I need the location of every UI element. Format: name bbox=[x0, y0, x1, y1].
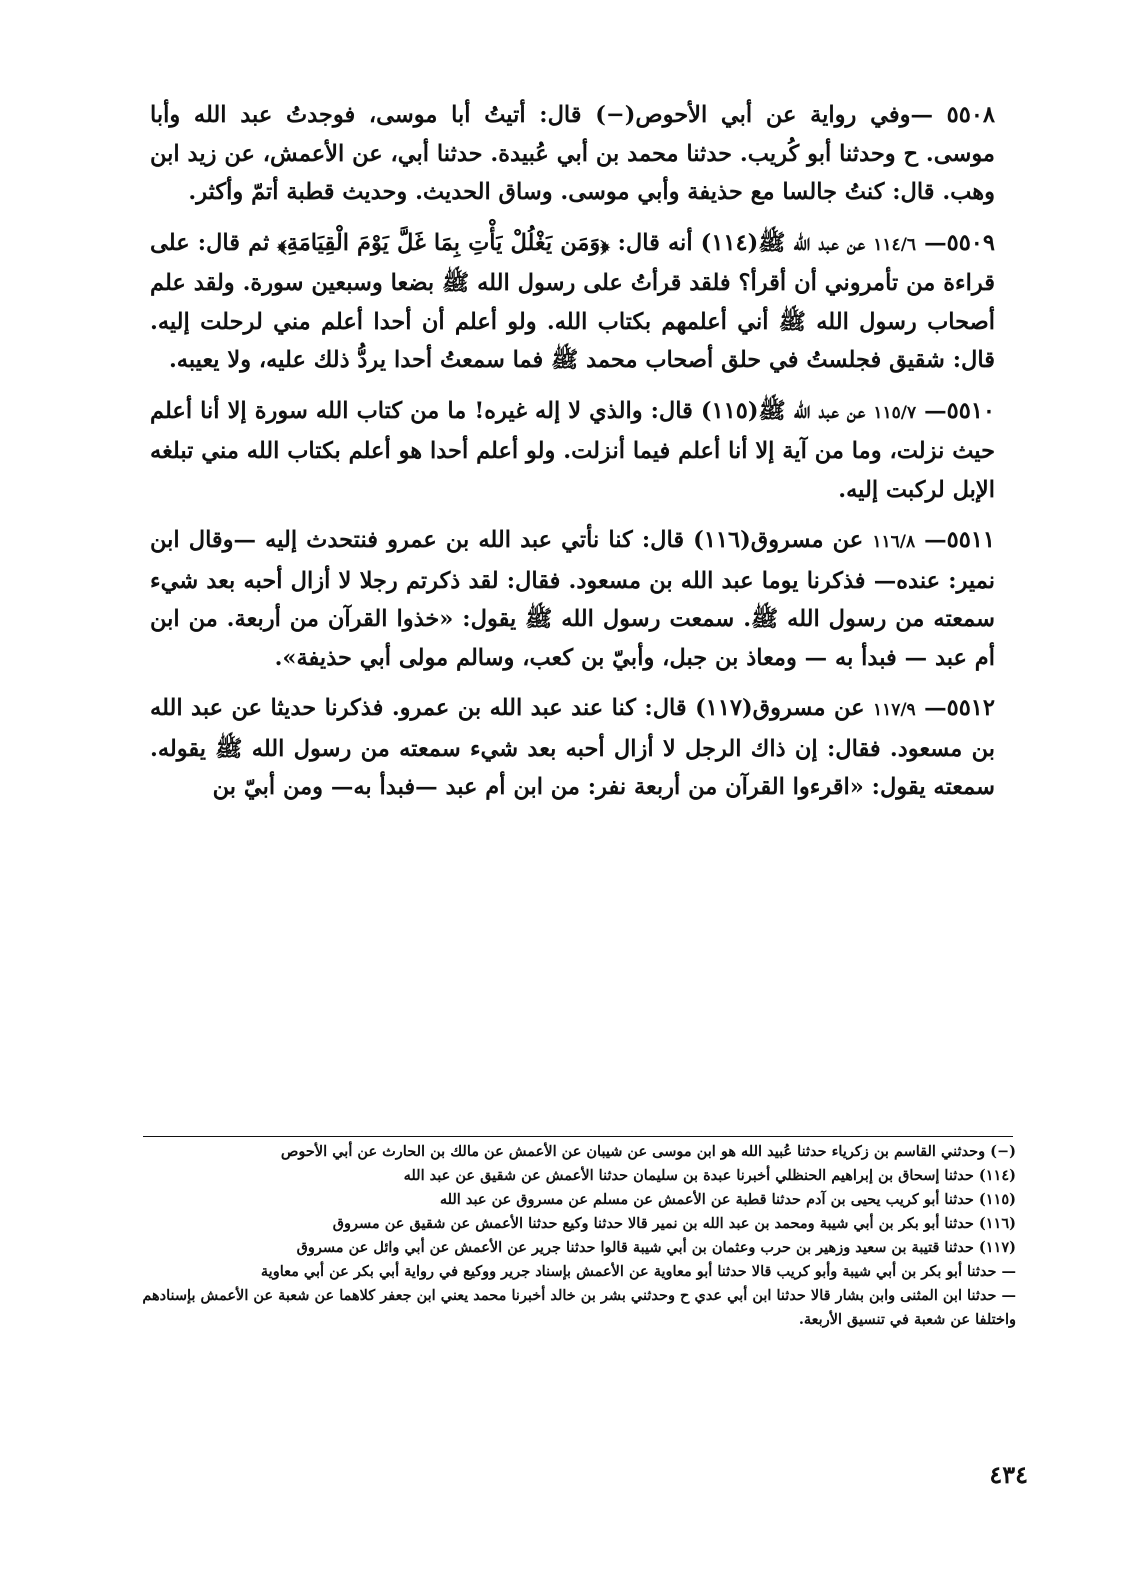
hadith-text: عن مسروق(١١٦) قال: كنا نأتي عبد الله بن عمرو فنتحدث إليه —وقال ابن نمير: عنده— فذكرنا يوما عبد الله بن مسعود. فقال: لقد ذكرتم رجلا لا أزال أحبه بعد شيء سمعته من رسول الله ﷺ. سمعت رسول الله ﷺ يقول: «خذوا القرآن من أربعة. من ابن أم عبد — فبدأ به — ومعاذ بن جبل، وأبيّ بن كعب، وسالم مولى أبي حذيفة». bbox=[150, 527, 995, 671]
hadith-5508 bbox=[150, 96, 995, 212]
footnote: — حدثنا ابن المثنى وابن بشار قالا حدثنا ابن أبي عدي ح وحدثني بشر بن خالد أخبرنا محمد يعني ابن جعفر كلاهما عن شعبة عن الأعمش بإسنادهم واختلفا عن شعبة في تنسيق الأربعة. bbox=[142, 1287, 1016, 1328]
hadith-5510: ٥٥١٠— ١١٥/٧ عن عبد الله ﷺ(١١٥) قال: والذي لا إله غيره! ما من كتاب الله سورة إلا أنا أعلم حيث نزلت، وما من آية إلا أنا أعلم فيما أنزلت. ولو أعلم أحدا هو أعلم بكتاب الله مني تبلغه الإبل لركبت إليه. bbox=[150, 392, 995, 510]
hadith-reference: ١١٦/٨ bbox=[872, 532, 916, 552]
hadith-reference: ١١٥/٧ bbox=[873, 402, 917, 423]
footnote: — حدثنا أبو بكر بن أبي شيبة وأبو كريب قالا حدثنا أبو معاوية عن الأعمش بإسناد جرير ووكيع في رواية أبي بكر عن أبي معاوية bbox=[260, 1263, 1016, 1280]
footnote: (١١٥) حدثنا أبو كريب يحيى بن آدم حدثنا قطبة عن الأعمش عن مسلم عن مسروق عن عبد الله bbox=[439, 1191, 1016, 1208]
footnotes bbox=[140, 1140, 1016, 1332]
footnote: (١١٧) حدثنا قتيبة بن سعيد وزهير بن حرب وعثمان بن أبي شيبة قالوا حدثنا جرير عن الأعمش عن أبي وائل عن مسروق bbox=[296, 1239, 1016, 1256]
hadith-5512: ٥٥١٢— ١١٧/٩ عن مسروق(١١٧) قال: كنا عند عبد الله بن عمرو. فذكرنا حديثا عن عبد الله بن مسعود. فقال: إن ذاك الرجل لا أزال أحبه بعد شيء سمعته من رسول الله ﷺ يقوله. سمعته يقول: «اقرءوا القرآن من أربعة نفر: من ابن أم عبد —فبدأ به— ومن أبيّ بن bbox=[150, 689, 995, 807]
hadith-text-block bbox=[150, 96, 995, 819]
hadith-number: ٥٥٠٨ bbox=[946, 102, 995, 128]
page-number: ٤٣٤ bbox=[989, 1460, 1028, 1489]
hadith-text: —وفي رواية عن أبي الأحوص(−) قال: أتيتُ أبا موسى، فوجدتُ عبد الله وأبا موسى. ح وحدثنا أبو كُريب. حدثنا محمد بن أبي عُبيدة. حدثنا أبي، عن الأعمش، عن زيد ابن وهب. قال: كنتُ جالسا مع حذيفة وأبي موسى. وساق الحديث. وحديث قطبة أتمّ وأكثر. bbox=[150, 102, 995, 205]
footnote: (١١٤) حدثنا إسحاق بن إبراهيم الحنظلي أخبرنا عبدة بن سليمان حدثنا الأعمش عن شقيق عن عبد الله bbox=[403, 1167, 1016, 1184]
footnote: (١١٦) حدثنا أبو بكر بن أبي شيبة ومحمد بن عبد الله بن نمير قالا حدثنا وكيع حدثنا الأعمش عن شقيق عن مسروق bbox=[332, 1215, 1016, 1232]
footnote-divider bbox=[143, 1136, 1013, 1137]
hadith-text: عن مسروق(١١٧) قال: كنا عند عبد الله بن عمرو. فذكرنا حديثا عن عبد الله بن مسعود. فقال: إن ذاك الرجل لا أزال أحبه بعد شيء سمعته من رسول الله ﷺ يقوله. سمعته يقول: «اقرءوا القرآن من أربعة نفر: من ابن أم عبد —فبدأ به— ومن أبيّ بن bbox=[150, 695, 995, 800]
hadith-number: ٥٥١١ bbox=[946, 527, 996, 553]
hadith-text: عن عبد الله ﷺ(١١٤) أنه قال: ﴿وَمَن يَغْلُلْ يَأْتِ بِمَا غَلَّ يَوْمَ الْقِيَامَةِ﴾ ثم قال: على قراءة من تأمروني أن أقرأ؟ فلقد قرأتُ على رسول الله ﷺ بضعا وسبعين سورة. ولقد علم أصحاب رسول الله ﷺ أني أعلمهم بكتاب الله. ولو أعلم أن أحدا أعلم مني لرحلت إليه. قال: شقيق فجلستُ في حلق أصحاب محمد ﷺ فما سمعتُ أحدا يردُّ ذلك عليه، ولا يعيبه. bbox=[150, 229, 995, 373]
hadith-number: ٥٥٠٩ bbox=[946, 229, 995, 256]
hadith-number: ٥٥١٢ bbox=[946, 695, 995, 721]
footnote: (−) وحدثني القاسم بن زكرياء حدثنا عُبيد الله هو ابن موسى عن شيبان عن الأعمش عن مالك بن الحارث عن أبي الأحوص bbox=[280, 1143, 1016, 1160]
hadith-reference: ١١٧/٩ bbox=[872, 700, 916, 720]
hadith-5511: ٥٥١١— ١١٦/٨ عن مسروق(١١٦) قال: كنا نأتي عبد الله بن عمرو فنتحدث إليه —وقال ابن نمير: عنده— فذكرنا يوما عبد الله بن مسعود. فقال: لقد ذكرتم رجلا لا أزال أحبه بعد شيء سمعته من رسول الله ﷺ. سمعت رسول الله ﷺ يقول: «خذوا القرآن من أربعة. من ابن أم عبد — فبدأ به — ومعاذ بن جبل، وأبيّ بن كعب، وسالم مولى أبي حذيفة». bbox=[150, 521, 995, 677]
hadith-5509: ٥٥٠٩— ١١٤/٦ عن عبد الله ﷺ(١١٤) أنه قال: ﴿وَمَن يَغْلُلْ يَأْتِ بِمَا غَلَّ يَوْمَ الْقِيَامَةِ﴾ ثم قال: على قراءة من تأمروني أن أقرأ؟ فلقد قرأتُ على رسول الله ﷺ بضعا وسبعين سورة. ولقد علم أصحاب رسول الله ﷺ أني أعلمهم بكتاب الله. ولو أعلم أن أحدا أعلم مني لرحلت إليه. قال: شقيق فجلستُ في حلق أصحاب محمد ﷺ فما سمعتُ أحدا يردُّ ذلك عليه، ولا يعيبه. bbox=[150, 224, 995, 380]
hadith-reference: ١١٤/٦ bbox=[873, 234, 917, 255]
hadith-text: عن عبد الله ﷺ(١١٥) قال: والذي لا إله غيره! ما من كتاب الله سورة إلا أنا أعلم حيث نزلت، وما من آية إلا أنا أعلم فيما أنزلت. ولو أعلم أحدا هو أعلم بكتاب الله مني تبلغه الإبل لركبت إليه. bbox=[150, 397, 995, 503]
hadith-number: ٥٥١٠ bbox=[946, 397, 995, 424]
